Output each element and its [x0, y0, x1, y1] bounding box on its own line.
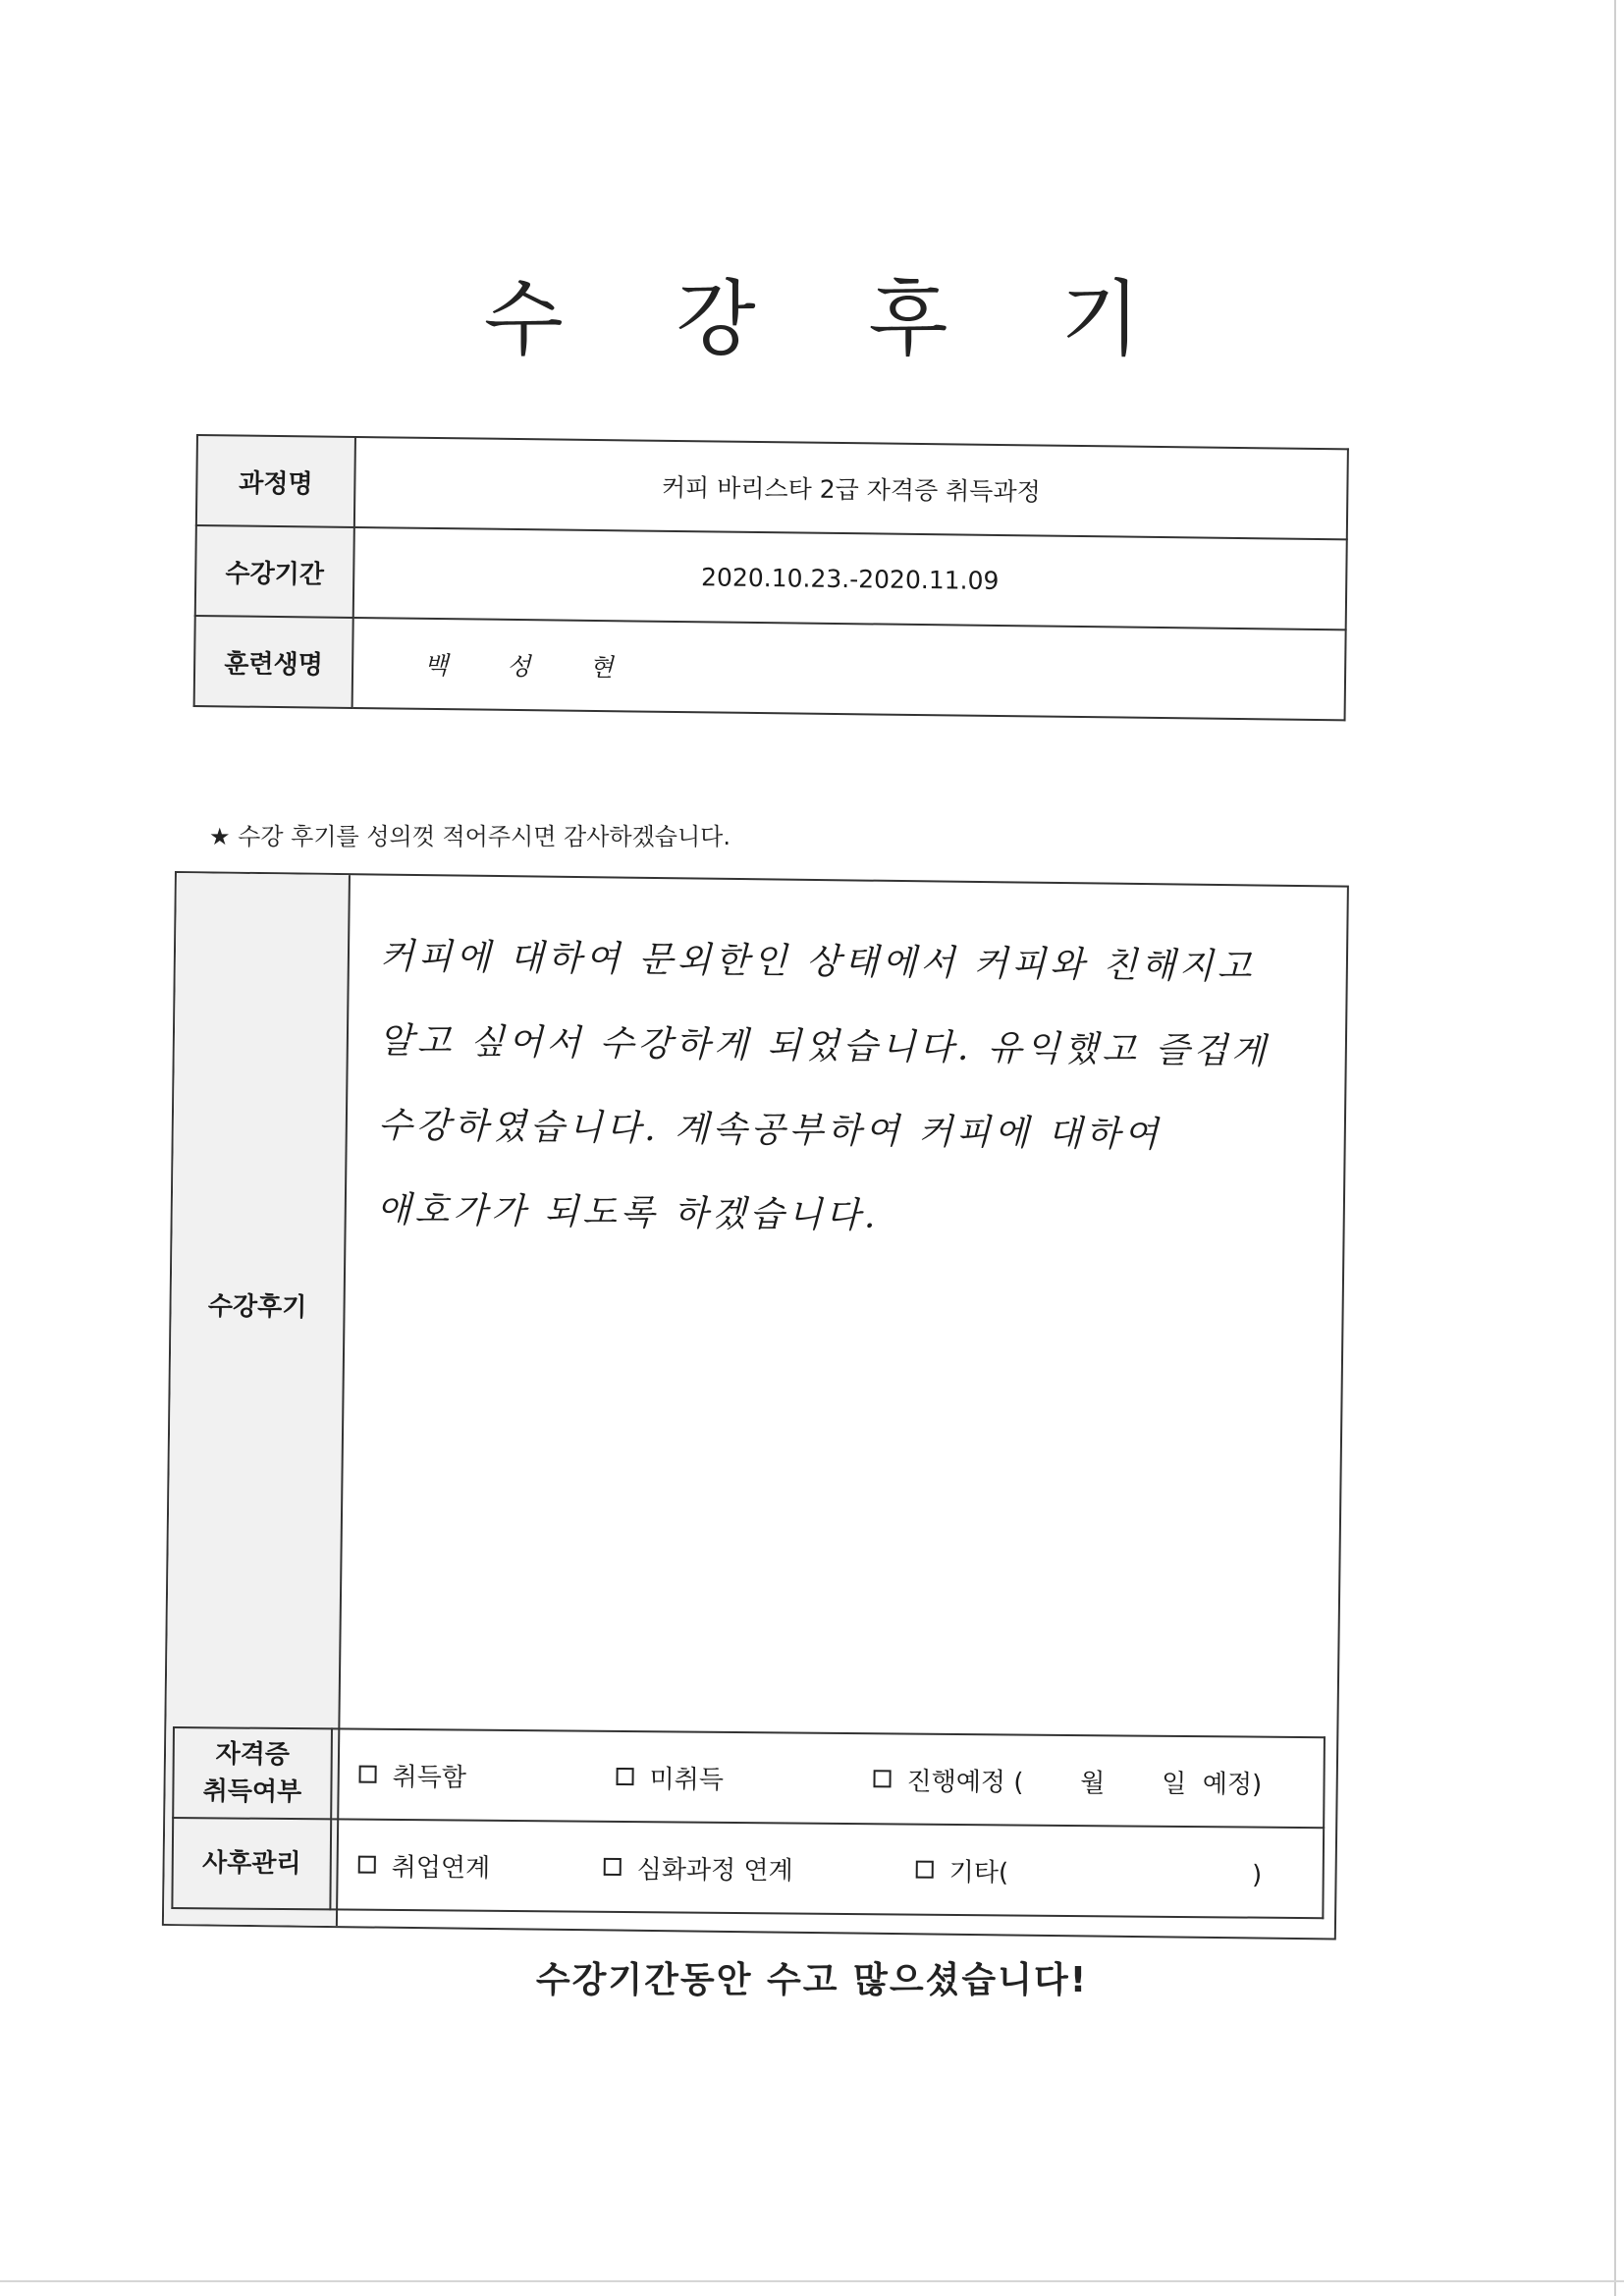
option-label: 심화과정 연계	[636, 1854, 793, 1886]
course-name-value: 커피 바리스타 2급 자격증 취득과정	[354, 437, 1348, 539]
aftercare-option-advanced[interactable]	[604, 1848, 916, 1887]
checkbox-icon	[916, 1861, 934, 1879]
certificate-option-obtained[interactable]	[358, 1756, 616, 1794]
certificate-label-line: 자격증	[215, 1739, 291, 1771]
review-handwritten-text	[376, 915, 1323, 1265]
trainee-name-handwritten: 백 성 현	[352, 618, 1346, 720]
certificate-label	[173, 1727, 332, 1819]
notice-text: ★ 수강 후기를 성의껏 적어주시면 감사하겠습니다.	[209, 823, 731, 850]
page-edge	[0, 2280, 1624, 2282]
checkbox-icon	[616, 1768, 633, 1785]
checkbox-icon	[359, 1766, 377, 1783]
option-label: 기타( )	[948, 1857, 1263, 1890]
certificate-option-scheduled[interactable]	[873, 1761, 1262, 1800]
review-line: 알고 싶어서 수강하게 되었습니다. 유익했고 즐겁게	[378, 1020, 1271, 1072]
trainee-name-label: 훈련생명	[194, 616, 353, 708]
table-row	[194, 616, 1346, 720]
aftercare-options	[330, 1819, 1324, 1918]
certificate-options	[331, 1728, 1325, 1828]
course-period-value: 2020.10.23.-2020.11.09	[353, 527, 1347, 629]
aftercare-option-other[interactable]	[916, 1851, 1263, 1890]
checkbox-icon	[604, 1858, 622, 1876]
page-title: 수 강 후 기	[483, 271, 1184, 367]
option-label: 취업연계	[391, 1852, 491, 1884]
aftercare-label: 사후관리	[172, 1818, 331, 1909]
option-label: 취득함	[392, 1762, 467, 1793]
option-label: 진행예정 ( 월 일 예정)	[906, 1767, 1263, 1800]
option-label: 미취득	[649, 1764, 725, 1795]
course-name-label: 과정명	[196, 435, 355, 527]
certificate-label-line: 취득여부	[202, 1777, 302, 1808]
checkbox-icon	[873, 1770, 891, 1787]
table-row	[172, 1818, 1324, 1918]
review-line: 수강하였습니다. 계속공부하여 커피에 대하여	[377, 1105, 1163, 1156]
certificate-option-not-obtained[interactable]	[616, 1758, 873, 1796]
status-table	[171, 1726, 1326, 1919]
aftercare-option-employment[interactable]	[358, 1846, 604, 1885]
course-period-label: 수강기간	[195, 525, 354, 618]
course-info-table	[193, 434, 1349, 721]
closing-message: 수강기간동안 수고 많으셨습니다!	[535, 1960, 1089, 2000]
table-row	[196, 435, 1348, 539]
table-row	[173, 1727, 1325, 1828]
review-label: 수강후기	[207, 1291, 307, 1323]
table-row	[195, 525, 1347, 629]
review-line: 커피에 대하여 문외한인 상태에서 커피와 친해지고	[379, 936, 1256, 988]
review-line: 애호가가 되도록 하겠습니다.	[376, 1189, 880, 1236]
checkbox-icon	[358, 1856, 376, 1874]
